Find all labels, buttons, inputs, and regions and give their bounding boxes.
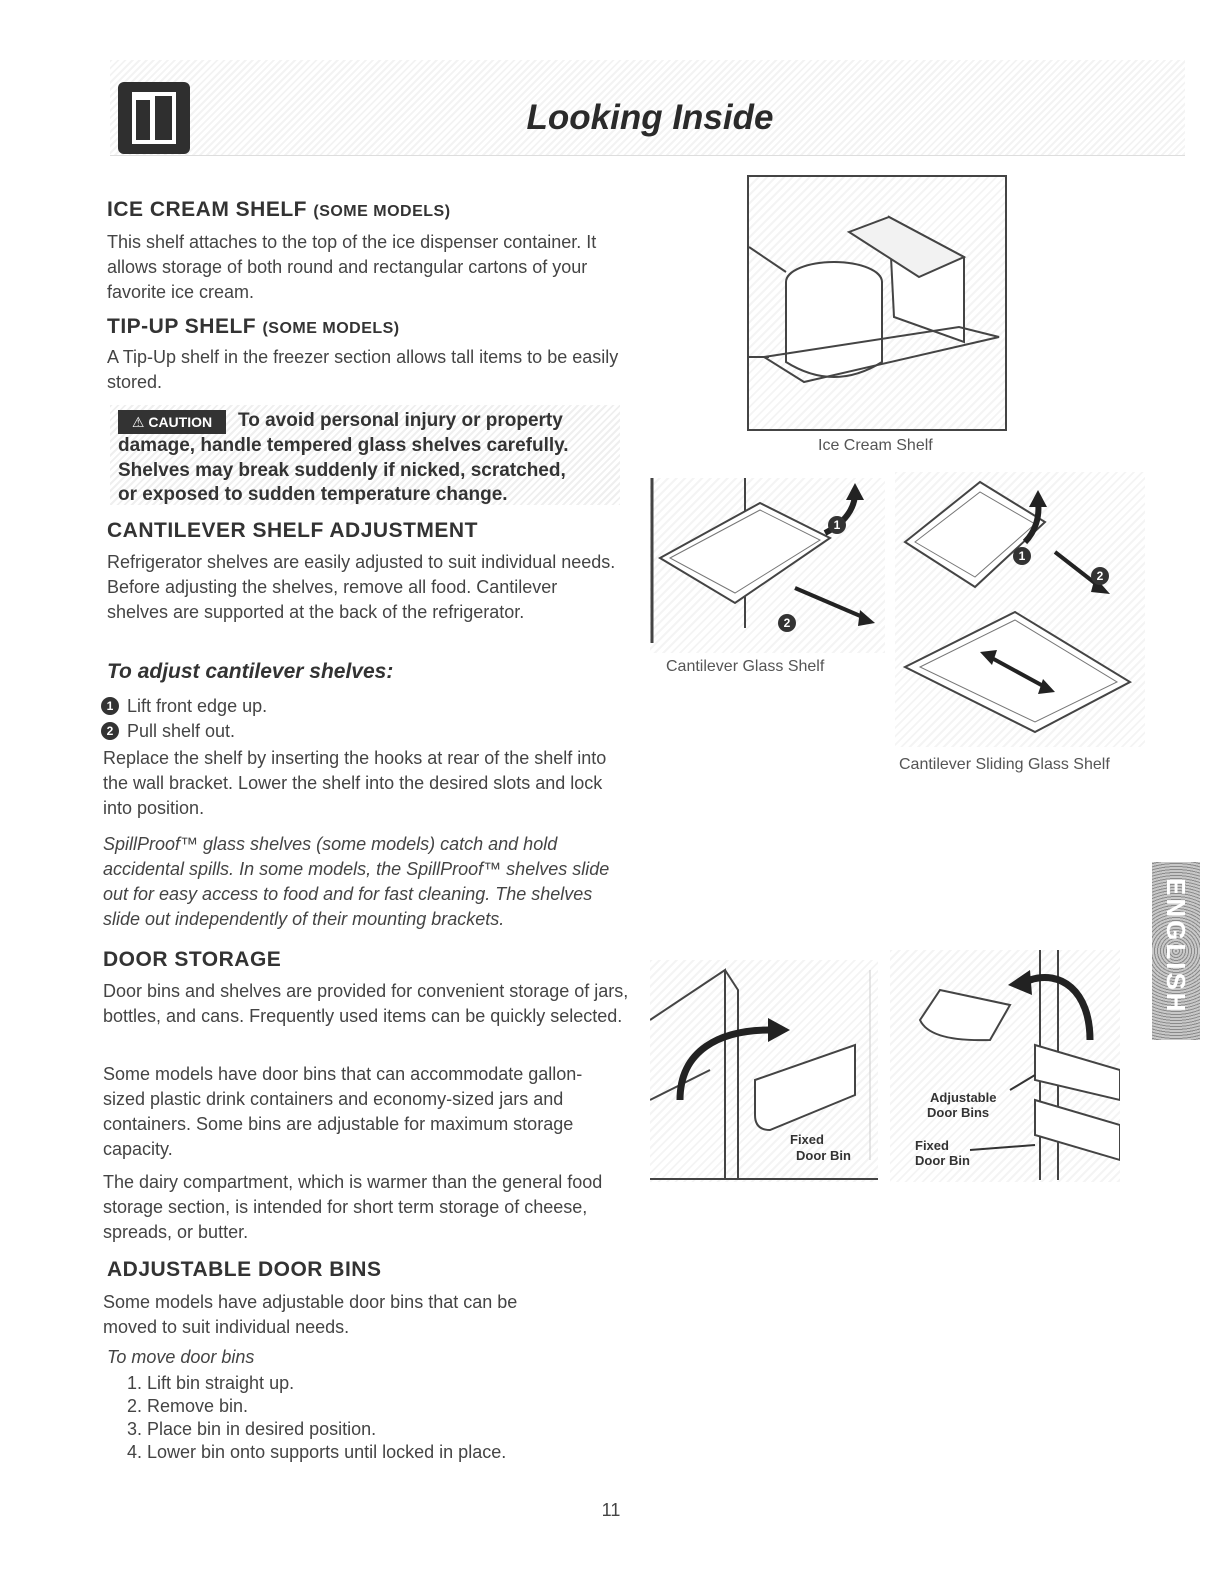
cantilever-step: Pull shelf out.: [127, 721, 236, 741]
door-storage-p1: Door bins and shelves are provided for convenient storage of jars, bottles, and cans. Frequently used items can be quickly selected.: [103, 981, 629, 1026]
cantilever-glass-shelf-illustration: [650, 478, 885, 653]
move-bins-subheading: To move door bins: [107, 1347, 255, 1367]
move-bins-step: 1. Lift bin straight up.: [147, 1372, 627, 1395]
move-bins-step: 2. Remove bin.: [147, 1395, 627, 1418]
fixed-bin-label: Fixed: [915, 1138, 949, 1153]
caution-line: damage, handle tempered glass shelves carefully.: [118, 435, 569, 456]
step-marker-icon: 1: [1013, 547, 1031, 565]
move-bins-steps: [107, 1372, 627, 1464]
tip-up-body: A Tip-Up shelf in the freezer section allows tall items to be easily stored.: [107, 347, 619, 392]
ice-cream-heading: ICE CREAM SHELF (SOME MODELS): [107, 198, 451, 221]
adjustable-bins-body: Some models have adjustable door bins that can be moved to suit individual needs.: [103, 1292, 518, 1337]
step-marker-icon: 2: [1091, 567, 1109, 585]
door-storage-p2: Some models have door bins that can accommodate gallon-sized plastic drink containers and economy-sized jars and containers. Some bins are adjustable for maximum storage capacity.: [103, 1064, 583, 1159]
fixed-door-bin-illustration: [650, 960, 878, 1182]
sliding-caption: Cantilever Sliding Glass Shelf: [899, 756, 1110, 773]
step-number-icon: 1: [101, 697, 119, 715]
spillproof-text: SpillProof™ glass shelves (some models) catch and hold accidental spills. In some models, the SpillProof™ shelves slide out for easy access to food and for fast cleaning. The shelves slide out independently of their mounting brackets.: [103, 834, 610, 929]
adjustable-door-bins-illustration: [890, 950, 1120, 1182]
fixed-door-bin-label: Fixed: [790, 1132, 824, 1147]
fixed-door-bin-label: Door Bin: [796, 1148, 851, 1163]
move-bins-step: 4. Lower bin onto supports until locked in place.: [147, 1441, 627, 1464]
fixed-bin-label: Door Bin: [915, 1153, 970, 1168]
cantilever-caption: Cantilever Glass Shelf: [666, 658, 825, 675]
refrigerator-icon: [118, 82, 190, 154]
adjustable-bins-label: Adjustable: [930, 1090, 997, 1105]
language-tab: ENGLISH: [1152, 862, 1200, 1040]
page-title: Looking Inside: [526, 98, 774, 137]
sliding-glass-shelf-illustration: [895, 472, 1145, 747]
step-marker-icon: 1: [828, 516, 846, 534]
cantilever-step: Lift front edge up.: [127, 696, 268, 716]
move-bins-step: 3. Place bin in desired position.: [147, 1418, 627, 1441]
caution-line: Shelves may break suddenly if nicked, scratched,: [118, 460, 566, 481]
tip-up-heading: TIP-UP SHELF (SOME MODELS): [107, 315, 400, 338]
caution-badge: ⚠ CAUTION: [118, 410, 226, 434]
ice-cream-shelf-illustration: [747, 175, 1007, 431]
step-marker-icon: 2: [778, 614, 796, 632]
step-number-icon: 2: [101, 722, 119, 740]
door-storage-p3: The dairy compartment, which is warmer than the general food storage section, is intended for short term storage of cheese, spreads, or butter.: [103, 1172, 603, 1242]
adjustable-bins-label: Door Bins: [927, 1105, 990, 1120]
cantilever-subheading: To adjust cantilever shelves:: [107, 660, 394, 683]
caution-line: or exposed to sudden temperature change.: [118, 484, 508, 505]
ice-cream-caption: Ice Cream Shelf: [818, 437, 933, 454]
adjustable-bins-heading: ADJUSTABLE DOOR BINS: [107, 1258, 382, 1281]
caution-line: To avoid personal injury or property: [238, 410, 563, 431]
door-storage-heading: DOOR STORAGE: [103, 948, 282, 971]
page-number: 11: [601, 1500, 621, 1520]
cantilever-heading: CANTILEVER SHELF ADJUSTMENT: [107, 519, 478, 542]
ice-cream-body: This shelf attaches to the top of the ice dispenser container. It allows storage of both round and rectangular cartons of your favorite ice cream.: [107, 232, 597, 302]
cantilever-body: Refrigerator shelves are easily adjusted to suit individual needs. Before adjusting the shelves, remove all food. Cantilever shelves are supported at the back of the refrigerator.: [107, 552, 616, 622]
warning-icon: ⚠: [131, 414, 145, 430]
replace-shelf-text: Replace the shelf by inserting the hooks at rear of the shelf into the wall bracket. Lower the shelf into the desired slots and lock into position.: [103, 748, 607, 818]
